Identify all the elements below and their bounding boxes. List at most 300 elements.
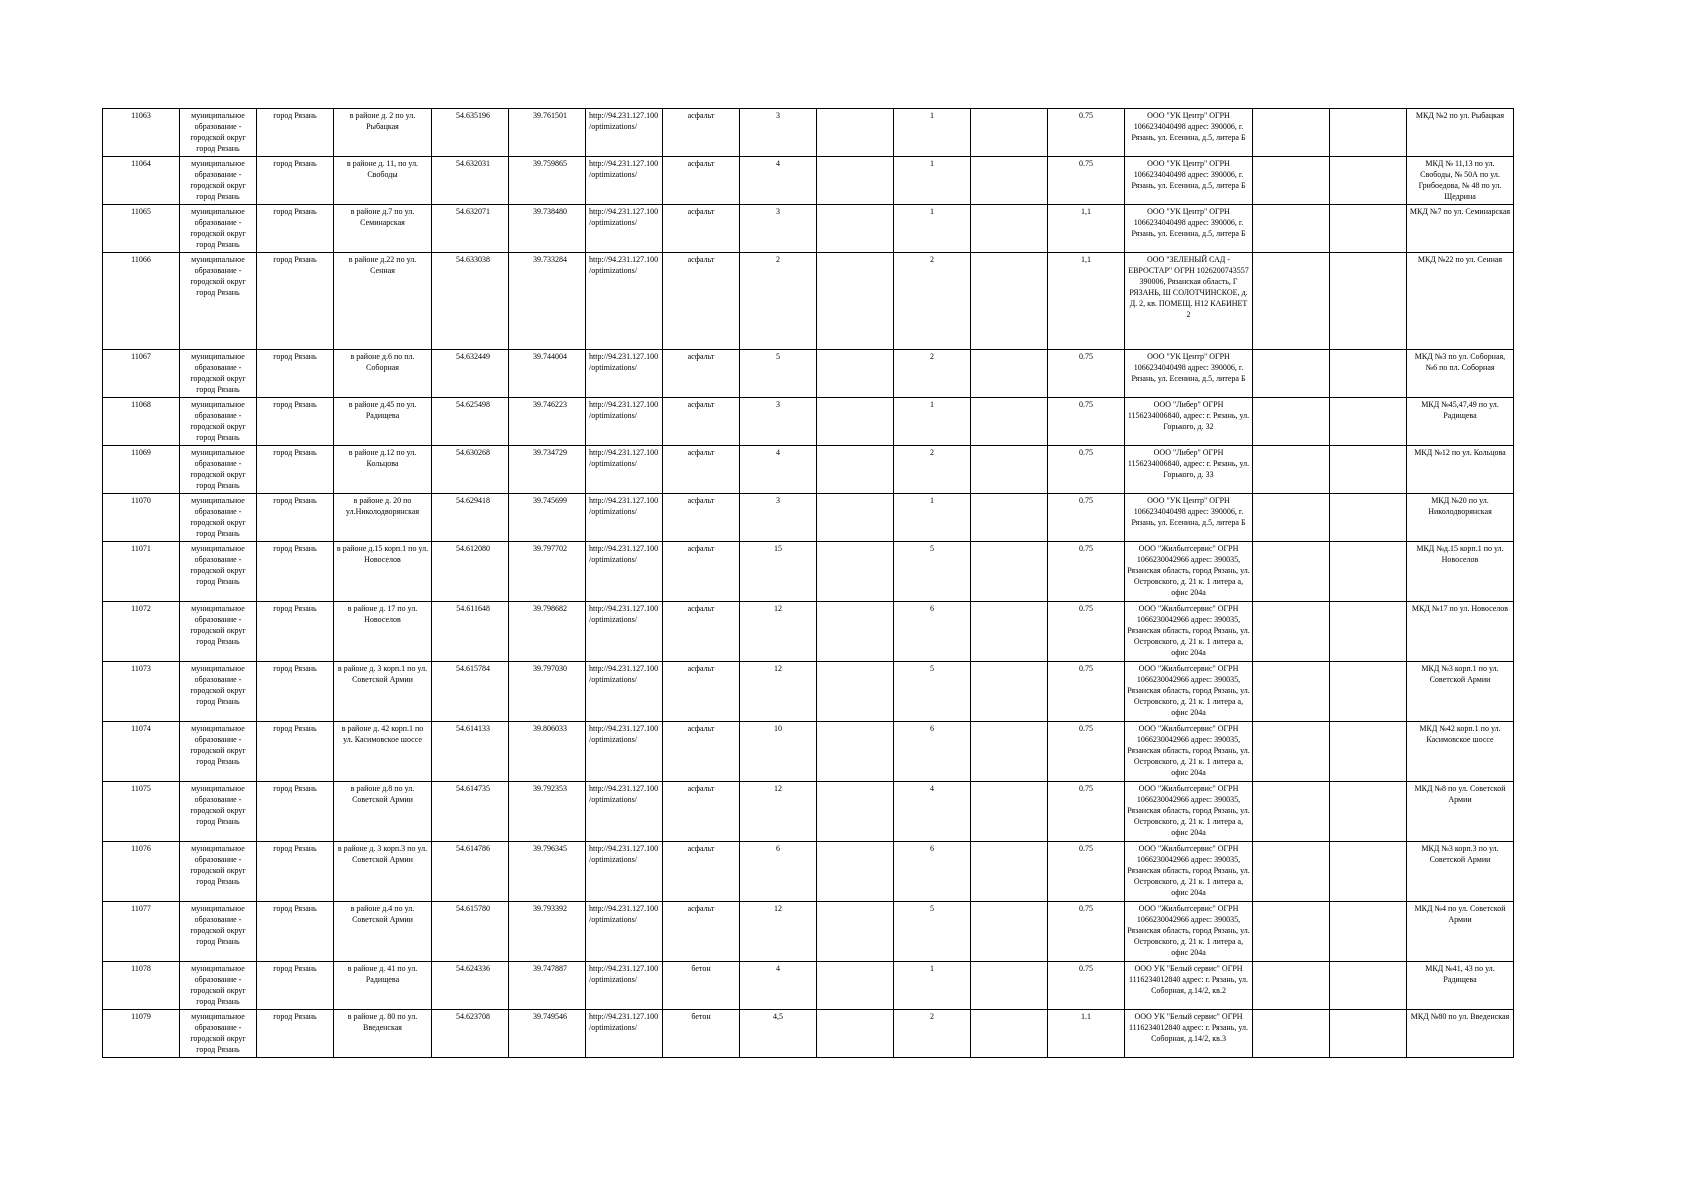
empty-cell — [1330, 782, 1407, 842]
owner-cell: ООО УК "Белый сервис" ОГРН 1116234012840 адрес: г. Рязань, ул. Соборная, д.14/2, кв.2 — [1125, 962, 1253, 1010]
city-cell: город Рязань — [257, 542, 334, 602]
owner-cell: ООО "Жилбытсервис" ОГРН 1066230042966 адрес: 390035, Рязанская область, город Рязань, ул. Островского, д. 21 к. 1 литера а, офис 204а — [1125, 542, 1253, 602]
surface-cell: асфальт — [663, 205, 740, 253]
location-cell: в районе д.22 по ул. Сенная — [334, 253, 432, 350]
latitude-cell: 54.635196 — [432, 109, 509, 157]
latitude-cell: 54.632071 — [432, 205, 509, 253]
longitude-cell: 39.793392 — [509, 902, 586, 962]
longitude-cell: 39.759865 — [509, 157, 586, 205]
surface-cell: асфальт — [663, 842, 740, 902]
city-cell: город Рязань — [257, 662, 334, 722]
municipality-cell: муниципальное образование - городской округ город Рязань — [180, 662, 257, 722]
longitude-cell: 39.796345 — [509, 842, 586, 902]
id-cell: 11073 — [103, 662, 180, 722]
url-cell: http://94.231.127.100/optimizations/ — [586, 662, 663, 722]
empty-cell — [1330, 842, 1407, 902]
surface-cell: асфальт — [663, 157, 740, 205]
location-cell: в районе д. 3 корп.1 по ул. Советской Армии — [334, 662, 432, 722]
id-cell: 11068 — [103, 398, 180, 446]
city-cell: город Рязань — [257, 1010, 334, 1058]
url-cell: http://94.231.127.100/optimizations/ — [586, 446, 663, 494]
empty-cell — [1330, 602, 1407, 662]
latitude-cell: 54.615780 — [432, 902, 509, 962]
empty-cell — [1330, 542, 1407, 602]
latitude-cell: 54.614133 — [432, 722, 509, 782]
latitude-cell: 54.615784 — [432, 662, 509, 722]
area-cell: 12 — [740, 902, 817, 962]
sources-cell: МКД №3 по ул. Соборная, №6 по пл. Соборная — [1407, 350, 1514, 398]
empty-cell — [1253, 542, 1330, 602]
municipality-cell: муниципальное образование - городской округ город Рязань — [180, 494, 257, 542]
location-cell: в районе д. 41 по ул. Радищева — [334, 962, 432, 1010]
table-row — [103, 109, 1514, 157]
surface-cell: асфальт — [663, 446, 740, 494]
empty-cell — [971, 205, 1048, 253]
empty-cell — [1330, 157, 1407, 205]
area-cell: 6 — [740, 842, 817, 902]
owner-cell: ООО УК "Белый сервис" ОГРН 1116234012840 адрес: г. Рязань, ул. Соборная, д.14/2, кв.3 — [1125, 1010, 1253, 1058]
sources-cell: МКД № 11,13 по ул. Свободы, № 50А по ул. Грибоедова, № 48 по ул. Щедрина — [1407, 157, 1514, 205]
empty-cell — [1330, 722, 1407, 782]
location-cell: в районе д.7 по ул. Семинарская — [334, 205, 432, 253]
url-cell: http://94.231.127.100/optimizations/ — [586, 350, 663, 398]
table-row — [103, 398, 1514, 446]
empty-cell — [1253, 782, 1330, 842]
city-cell: город Рязань — [257, 902, 334, 962]
containers-cell: 2 — [894, 446, 971, 494]
city-cell: город Рязань — [257, 446, 334, 494]
table-row — [103, 1010, 1514, 1058]
containers-cell: 6 — [894, 602, 971, 662]
url-cell: http://94.231.127.100/optimizations/ — [586, 902, 663, 962]
city-cell: город Рязань — [257, 602, 334, 662]
city-cell: город Рязань — [257, 350, 334, 398]
id-cell: 11066 — [103, 253, 180, 350]
area-cell: 3 — [740, 494, 817, 542]
owner-cell: ООО "Жилбытсервис" ОГРН 1066230042966 адрес: 390035, Рязанская область, город Рязань, ул. Островского, д. 21 к. 1 литера а, офис 204а — [1125, 602, 1253, 662]
municipality-cell: муниципальное образование - городской округ город Рязань — [180, 782, 257, 842]
containers-cell: 5 — [894, 662, 971, 722]
table-row — [103, 542, 1514, 602]
volume-cell: 0.75 — [1048, 782, 1125, 842]
volume-cell: 1,1 — [1048, 205, 1125, 253]
city-cell: город Рязань — [257, 722, 334, 782]
volume-cell: 0.75 — [1048, 842, 1125, 902]
url-cell: http://94.231.127.100/optimizations/ — [586, 842, 663, 902]
empty-cell — [971, 542, 1048, 602]
sources-cell: МКД №8 по ул. Советской Армии — [1407, 782, 1514, 842]
area-cell: 3 — [740, 205, 817, 253]
empty-cell — [1253, 253, 1330, 350]
table-row — [103, 602, 1514, 662]
url-cell: http://94.231.127.100/optimizations/ — [586, 542, 663, 602]
empty-cell — [817, 662, 894, 722]
id-cell: 11064 — [103, 157, 180, 205]
empty-cell — [1330, 446, 1407, 494]
empty-cell — [817, 842, 894, 902]
empty-cell — [971, 842, 1048, 902]
latitude-cell: 54.632031 — [432, 157, 509, 205]
city-cell: город Рязань — [257, 842, 334, 902]
surface-cell: асфальт — [663, 602, 740, 662]
municipality-cell: муниципальное образование - городской округ город Рязань — [180, 350, 257, 398]
area-cell: 2 — [740, 253, 817, 350]
empty-cell — [1330, 109, 1407, 157]
area-cell: 3 — [740, 398, 817, 446]
area-cell: 12 — [740, 662, 817, 722]
latitude-cell: 54.633038 — [432, 253, 509, 350]
area-cell: 4 — [740, 962, 817, 1010]
id-cell: 11067 — [103, 350, 180, 398]
longitude-cell: 39.745699 — [509, 494, 586, 542]
empty-cell — [971, 902, 1048, 962]
empty-cell — [1253, 205, 1330, 253]
longitude-cell: 39.797702 — [509, 542, 586, 602]
sources-cell: МКД №д.15 корп.1 по ул. Новоселов — [1407, 542, 1514, 602]
latitude-cell: 54.611648 — [432, 602, 509, 662]
table-row — [103, 350, 1514, 398]
table-row — [103, 842, 1514, 902]
volume-cell: 0.75 — [1048, 902, 1125, 962]
id-cell: 11079 — [103, 1010, 180, 1058]
containers-cell: 1 — [894, 205, 971, 253]
url-cell: http://94.231.127.100/optimizations/ — [586, 494, 663, 542]
containers-cell: 5 — [894, 542, 971, 602]
containers-cell: 1 — [894, 494, 971, 542]
sources-cell: МКД №45,47,49 по ул. Радищева — [1407, 398, 1514, 446]
latitude-cell: 54.632449 — [432, 350, 509, 398]
sources-cell: МКД №3 корп.3 по ул. Советской Армии — [1407, 842, 1514, 902]
sources-cell: МКД №42 корп.1 по ул. Касимовское шоссе — [1407, 722, 1514, 782]
longitude-cell: 39.749546 — [509, 1010, 586, 1058]
volume-cell: 0.75 — [1048, 494, 1125, 542]
longitude-cell: 39.797030 — [509, 662, 586, 722]
empty-cell — [1253, 662, 1330, 722]
municipality-cell: муниципальное образование - городской округ город Рязань — [180, 398, 257, 446]
url-cell: http://94.231.127.100/optimizations/ — [586, 109, 663, 157]
empty-cell — [817, 253, 894, 350]
owner-cell: ООО "Жилбытсервис" ОГРН 1066230042966 адрес: 390035, Рязанская область, город Рязань, ул. Островского, д. 21 к. 1 литера а, офис 204а — [1125, 662, 1253, 722]
latitude-cell: 54.629418 — [432, 494, 509, 542]
location-cell: в районе д. 3 корп.3 по ул. Советской Армии — [334, 842, 432, 902]
id-cell: 11076 — [103, 842, 180, 902]
id-cell: 11069 — [103, 446, 180, 494]
location-cell: в районе д. 20 по ул.Николодворянская — [334, 494, 432, 542]
id-cell: 11074 — [103, 722, 180, 782]
table-row — [103, 722, 1514, 782]
city-cell: город Рязань — [257, 494, 334, 542]
location-cell: в районе д.45 по ул. Радищева — [334, 398, 432, 446]
sources-cell: МКД №2 по ул. Рыбацкая — [1407, 109, 1514, 157]
empty-cell — [971, 157, 1048, 205]
longitude-cell: 39.798682 — [509, 602, 586, 662]
id-cell: 11063 — [103, 109, 180, 157]
empty-cell — [817, 109, 894, 157]
volume-cell: 0.75 — [1048, 446, 1125, 494]
table-row — [103, 446, 1514, 494]
empty-cell — [1253, 1010, 1330, 1058]
empty-cell — [1330, 253, 1407, 350]
containers-cell: 6 — [894, 842, 971, 902]
url-cell: http://94.231.127.100/optimizations/ — [586, 205, 663, 253]
empty-cell — [1253, 157, 1330, 205]
location-cell: в районе д.12 по ул. Кольцова — [334, 446, 432, 494]
empty-cell — [817, 494, 894, 542]
containers-cell: 1 — [894, 398, 971, 446]
surface-cell: асфальт — [663, 662, 740, 722]
empty-cell — [1253, 109, 1330, 157]
empty-cell — [1253, 902, 1330, 962]
area-cell: 15 — [740, 542, 817, 602]
empty-cell — [971, 398, 1048, 446]
volume-cell: 0.75 — [1048, 350, 1125, 398]
empty-cell — [1253, 842, 1330, 902]
empty-cell — [817, 782, 894, 842]
containers-cell: 1 — [894, 962, 971, 1010]
municipality-cell: муниципальное образование - городской округ город Рязань — [180, 602, 257, 662]
municipality-cell: муниципальное образование - городской округ город Рязань — [180, 205, 257, 253]
empty-cell — [817, 542, 894, 602]
volume-cell: 0.75 — [1048, 109, 1125, 157]
area-cell: 10 — [740, 722, 817, 782]
latitude-cell: 54.630268 — [432, 446, 509, 494]
empty-cell — [971, 962, 1048, 1010]
empty-cell — [1253, 446, 1330, 494]
empty-cell — [971, 350, 1048, 398]
empty-cell — [1253, 494, 1330, 542]
empty-cell — [1330, 962, 1407, 1010]
surface-cell: асфальт — [663, 398, 740, 446]
owner-cell: ООО "УК Центр" ОГРН 1066234040498 адрес: 390006, г. Рязань, ул. Есенина, д.5, литера Б — [1125, 205, 1253, 253]
owner-cell: ООО "Либер" ОГРН 1156234006840, адрес: г. Рязань, ул. Горького, д. 32 — [1125, 398, 1253, 446]
id-cell: 11065 — [103, 205, 180, 253]
empty-cell — [817, 157, 894, 205]
containers-cell: 4 — [894, 782, 971, 842]
url-cell: http://94.231.127.100/optimizations/ — [586, 398, 663, 446]
owner-cell: ООО "Жилбытсервис" ОГРН 1066230042966 адрес: 390035, Рязанская область, город Рязань, ул. Островского, д. 21 к. 1 литера а, офис 204а — [1125, 902, 1253, 962]
owner-cell: ООО "Жилбытсервис" ОГРН 1066230042966 адрес: 390035, Рязанская область, город Рязань, ул. Островского, д. 21 к. 1 литера а, офис 204а — [1125, 842, 1253, 902]
registry-table — [102, 108, 1514, 1058]
containers-cell: 2 — [894, 253, 971, 350]
url-cell: http://94.231.127.100/optimizations/ — [586, 782, 663, 842]
municipality-cell: муниципальное образование - городской округ город Рязань — [180, 962, 257, 1010]
longitude-cell: 39.733284 — [509, 253, 586, 350]
area-cell: 4,5 — [740, 1010, 817, 1058]
empty-cell — [971, 1010, 1048, 1058]
id-cell: 11075 — [103, 782, 180, 842]
table-row — [103, 962, 1514, 1010]
surface-cell: асфальт — [663, 902, 740, 962]
empty-cell — [1330, 902, 1407, 962]
empty-cell — [1253, 722, 1330, 782]
containers-cell: 6 — [894, 722, 971, 782]
location-cell: в районе д. 42 корп.1 по ул. Касимовское шоссе — [334, 722, 432, 782]
id-cell: 11078 — [103, 962, 180, 1010]
empty-cell — [1253, 350, 1330, 398]
latitude-cell: 54.623708 — [432, 1010, 509, 1058]
empty-cell — [817, 446, 894, 494]
containers-cell: 2 — [894, 1010, 971, 1058]
municipality-cell: муниципальное образование - городской округ город Рязань — [180, 157, 257, 205]
municipality-cell: муниципальное образование - городской округ город Рязань — [180, 1010, 257, 1058]
volume-cell: 1.1 — [1048, 1010, 1125, 1058]
city-cell: город Рязань — [257, 962, 334, 1010]
surface-cell: бетон — [663, 1010, 740, 1058]
empty-cell — [971, 602, 1048, 662]
volume-cell: 0.75 — [1048, 962, 1125, 1010]
containers-cell: 1 — [894, 157, 971, 205]
id-cell: 11071 — [103, 542, 180, 602]
empty-cell — [1330, 398, 1407, 446]
municipality-cell: муниципальное образование - городской округ город Рязань — [180, 446, 257, 494]
latitude-cell: 54.614786 — [432, 842, 509, 902]
table-row — [103, 902, 1514, 962]
longitude-cell: 39.792353 — [509, 782, 586, 842]
table-row — [103, 662, 1514, 722]
municipality-cell: муниципальное образование - городской округ город Рязань — [180, 542, 257, 602]
sources-cell: МКД №17 по ул. Новоселов — [1407, 602, 1514, 662]
table-row — [103, 782, 1514, 842]
longitude-cell: 39.744004 — [509, 350, 586, 398]
owner-cell: ООО "УК Центр" ОГРН 1066234040498 адрес: 390006, г. Рязань, ул. Есенина, д.5, литера Б — [1125, 157, 1253, 205]
empty-cell — [817, 1010, 894, 1058]
volume-cell: 0.75 — [1048, 157, 1125, 205]
owner-cell: ООО "УК Центр" ОГРН 1066234040498 адрес: 390006, г. Рязань, ул. Есенина, д.5, литера Б — [1125, 350, 1253, 398]
surface-cell: асфальт — [663, 350, 740, 398]
empty-cell — [971, 253, 1048, 350]
municipality-cell: муниципальное образование - городской округ город Рязань — [180, 722, 257, 782]
empty-cell — [1330, 205, 1407, 253]
containers-cell: 5 — [894, 902, 971, 962]
empty-cell — [1253, 602, 1330, 662]
id-cell: 11072 — [103, 602, 180, 662]
table-row — [103, 205, 1514, 253]
empty-cell — [971, 782, 1048, 842]
owner-cell: ООО "Жилбытсервис" ОГРН 1066230042966 адрес: 390035, Рязанская область, город Рязань, ул. Островского, д. 21 к. 1 литера а, офис 204а — [1125, 722, 1253, 782]
sources-cell: МКД №12 по ул. Кольцова — [1407, 446, 1514, 494]
url-cell: http://94.231.127.100/optimizations/ — [586, 1010, 663, 1058]
url-cell: http://94.231.127.100/optimizations/ — [586, 157, 663, 205]
location-cell: в районе д. 17 по ул. Новоселов — [334, 602, 432, 662]
location-cell: в районе д.4 по ул. Советской Армии — [334, 902, 432, 962]
url-cell: http://94.231.127.100/optimizations/ — [586, 253, 663, 350]
volume-cell: 1,1 — [1048, 253, 1125, 350]
longitude-cell: 39.734729 — [509, 446, 586, 494]
city-cell: город Рязань — [257, 782, 334, 842]
id-cell: 11077 — [103, 902, 180, 962]
latitude-cell: 54.614735 — [432, 782, 509, 842]
location-cell: в районе д. 2 по ул. Рыбацкая — [334, 109, 432, 157]
area-cell: 3 — [740, 109, 817, 157]
longitude-cell: 39.738480 — [509, 205, 586, 253]
city-cell: город Рязань — [257, 205, 334, 253]
sources-cell: МКД №22 по ул. Сенная — [1407, 253, 1514, 350]
url-cell: http://94.231.127.100/optimizations/ — [586, 602, 663, 662]
sources-cell: МКД №80 по ул. Введенская — [1407, 1010, 1514, 1058]
area-cell: 12 — [740, 602, 817, 662]
municipality-cell: муниципальное образование - городской округ город Рязань — [180, 109, 257, 157]
table-row — [103, 494, 1514, 542]
empty-cell — [817, 902, 894, 962]
id-cell: 11070 — [103, 494, 180, 542]
longitude-cell: 39.761501 — [509, 109, 586, 157]
location-cell: в районе д. 11, по ул. Свободы — [334, 157, 432, 205]
municipality-cell: муниципальное образование - городской округ город Рязань — [180, 902, 257, 962]
containers-cell: 1 — [894, 109, 971, 157]
longitude-cell: 39.746223 — [509, 398, 586, 446]
sources-cell: МКД №4 по ул. Советской Армии — [1407, 902, 1514, 962]
municipality-cell: муниципальное образование - городской округ город Рязань — [180, 842, 257, 902]
table-row — [103, 253, 1514, 350]
empty-cell — [971, 722, 1048, 782]
city-cell: город Рязань — [257, 253, 334, 350]
latitude-cell: 54.625498 — [432, 398, 509, 446]
sources-cell: МКД №41, 43 по ул. Радищева — [1407, 962, 1514, 1010]
empty-cell — [971, 662, 1048, 722]
volume-cell: 0.75 — [1048, 602, 1125, 662]
empty-cell — [1330, 1010, 1407, 1058]
municipality-cell: муниципальное образование - городской округ город Рязань — [180, 253, 257, 350]
surface-cell: асфальт — [663, 722, 740, 782]
area-cell: 4 — [740, 157, 817, 205]
volume-cell: 0.75 — [1048, 542, 1125, 602]
containers-cell: 2 — [894, 350, 971, 398]
location-cell: в районе д. 80 по ул. Введенская — [334, 1010, 432, 1058]
empty-cell — [1330, 494, 1407, 542]
latitude-cell: 54.612080 — [432, 542, 509, 602]
empty-cell — [971, 446, 1048, 494]
url-cell: http://94.231.127.100/optimizations/ — [586, 722, 663, 782]
empty-cell — [1330, 662, 1407, 722]
table-body — [103, 109, 1514, 1058]
empty-cell — [817, 602, 894, 662]
location-cell: в районе д.15 корп.1 по ул. Новоселов — [334, 542, 432, 602]
empty-cell — [1253, 962, 1330, 1010]
volume-cell: 0.75 — [1048, 398, 1125, 446]
sources-cell: МКД №20 по ул. Николодворянская — [1407, 494, 1514, 542]
url-cell: http://94.231.127.100/optimizations/ — [586, 962, 663, 1010]
surface-cell: асфальт — [663, 782, 740, 842]
empty-cell — [817, 205, 894, 253]
table-row — [103, 157, 1514, 205]
location-cell: в районе д.8 по ул. Советской Армии — [334, 782, 432, 842]
owner-cell: ООО "УК Центр" ОГРН 1066234040498 адрес: 390006, г. Рязань, ул. Есенина, д.5, литера Б — [1125, 494, 1253, 542]
surface-cell: асфальт — [663, 494, 740, 542]
empty-cell — [971, 494, 1048, 542]
volume-cell: 0.75 — [1048, 722, 1125, 782]
volume-cell: 0.75 — [1048, 662, 1125, 722]
area-cell: 12 — [740, 782, 817, 842]
owner-cell: ООО "Жилбытсервис" ОГРН 1066230042966 адрес: 390035, Рязанская область, город Рязань, ул. Островского, д. 21 к. 1 литера а, офис 204а — [1125, 782, 1253, 842]
surface-cell: асфальт — [663, 542, 740, 602]
area-cell: 5 — [740, 350, 817, 398]
surface-cell: асфальт — [663, 253, 740, 350]
owner-cell: ООО "ЗЕЛЕНЫЙ САД - ЕВРОСТАР" ОГРН 1026200743557 390006, Рязанская область, Г РЯЗАНЬ, Ш СОЛОТЧИНСКОЕ, д. Д. 2, кв. ПОМЕЩ. Н12 КАБИНЕТ 2 — [1125, 253, 1253, 350]
longitude-cell: 39.806033 — [509, 722, 586, 782]
city-cell: город Рязань — [257, 109, 334, 157]
longitude-cell: 39.747887 — [509, 962, 586, 1010]
latitude-cell: 54.624336 — [432, 962, 509, 1010]
empty-cell — [1330, 350, 1407, 398]
city-cell: город Рязань — [257, 398, 334, 446]
location-cell: в районе д.6 по пл. Соборная — [334, 350, 432, 398]
owner-cell: ООО "УК Центр" ОГРН 1066234040498 адрес: 390006, г. Рязань, ул. Есенина, д.5, литера Б — [1125, 109, 1253, 157]
city-cell: город Рязань — [257, 157, 334, 205]
sources-cell: МКД №3 корп.1 по ул. Советской Армии — [1407, 662, 1514, 722]
empty-cell — [971, 109, 1048, 157]
surface-cell: бетон — [663, 962, 740, 1010]
area-cell: 4 — [740, 446, 817, 494]
